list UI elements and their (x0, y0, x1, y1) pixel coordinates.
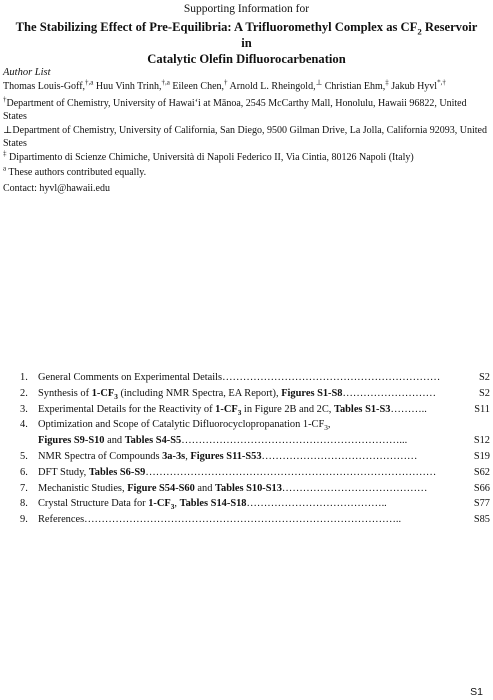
affil-text: These authors contributed equally. (6, 167, 147, 178)
toc-page-number: S2 (479, 372, 490, 383)
affiliation-hawaii (3, 97, 489, 123)
toc-page-number: S62 (473, 466, 490, 478)
author-list (3, 78, 489, 92)
paper-title (10, 19, 483, 67)
author-name: Huu Vinh Trinh, (93, 81, 162, 92)
toc-item[interactable]: 9. References……………………………………………………………………………….. S85 (20, 514, 490, 526)
author-name: Jakub Hyvl (388, 81, 438, 92)
author-affil: *,† (437, 78, 446, 87)
toc-item[interactable]: 2. Synthesis of $1-CF_3$ (including NMR Spectra, EA Report), Figures S1-S8……………………… S2 (20, 387, 490, 399)
contact-email: Contact: hyvl@hawaii.edu (3, 183, 110, 194)
title-line1-post: Reservoir in (241, 20, 478, 50)
author-affil: †,a (161, 78, 170, 87)
toc-item[interactable]: 7. Mechanistic Studies, Figure S54-S60 and Tables S10-S13…………………………………… S66 (20, 482, 490, 494)
toc-page-number: S85 (473, 514, 490, 526)
toc-page-number: S12 (473, 435, 490, 447)
table-of-contents (20, 372, 490, 530)
title-line1-pre: The Stabilizing Effect of Pre-Equilibria: A Trifluoromethyl Complex as CF (15, 20, 418, 34)
toc-item[interactable]: 3. Experimental Details for the Reactivity of $1-CF_3$ in Figure 2B and 2C, Tables S1-S3……….. S11 (20, 403, 490, 415)
author-name: Thomas Louis-Goff, (3, 81, 86, 92)
toc-item-continuation[interactable]: Figures S9-S10 and Tables S4-S5………………………………………………………... S12 (38, 435, 490, 447)
author-affil: ‡ (385, 78, 389, 87)
toc-page-number: S11 (474, 403, 490, 415)
toc-page-number: S66 (473, 482, 490, 494)
toc-page-number: S2 (479, 387, 490, 399)
affil-text: Department of Chemistry, University of Hawai‘i at Mānoa, 2545 McCarthy Mall, Honolulu, Hawaii 96822, United States (3, 98, 467, 122)
toc-page-number: S77 (473, 498, 490, 510)
affil-symbol: a (3, 164, 7, 173)
author-name: Eileen Chen, (169, 81, 225, 92)
affiliation-ucsd (3, 124, 489, 150)
toc-item[interactable]: 6. DFT Study, Tables S6-S9………………………………………………………………………… S62 (20, 466, 490, 478)
toc-item[interactable]: 8. Crystal Structure Data for $1-CF_3$, Tables S14-S18………………………………….. S77 (20, 498, 490, 510)
author-name: Christian Ehm, (322, 81, 386, 92)
title-line2: Catalytic Olefin Difluorocarbenation (147, 52, 346, 66)
title-subscript: 2 (417, 26, 422, 37)
affil-symbol: ‡ (3, 149, 7, 158)
toc-item[interactable]: 1. General Comments on Experimental Details……………………………………………………… S2 (20, 372, 490, 383)
author-affil: † (224, 78, 228, 87)
affiliation-napoli (3, 151, 489, 164)
si-header: Supporting Information for (183, 3, 310, 15)
author-affil: †,a (85, 78, 94, 87)
affil-symbol: ⊥ (3, 125, 13, 136)
toc-item[interactable]: 4. Optimization and Scope of Catalytic Difluorocyclopropanation $1-CF_3$, (20, 419, 331, 431)
toc-page-number: S19 (473, 450, 490, 462)
toc-item[interactable]: 5. NMR Spectra of Compounds 3a-3s, Figures S11-S53……………………………………… S19 (20, 450, 490, 462)
affil-text: Dipartimento di Scienze Chimiche, Università di Napoli Federico II, Via Cintia, 80126 Napoli (Italy) (6, 152, 414, 163)
page-number: S1 (470, 686, 483, 698)
author-affil: ⊥ (315, 78, 323, 87)
equal-contribution-note (3, 166, 489, 179)
affil-symbol: † (3, 95, 7, 104)
author-name: Arnold L. Rheingold, (227, 81, 316, 92)
affil-text: Department of Chemistry, University of California, San Diego, 9500 Gilman Drive, La Jolla, California 92093, United States (3, 125, 487, 149)
author-list-label: Author List (3, 67, 51, 78)
